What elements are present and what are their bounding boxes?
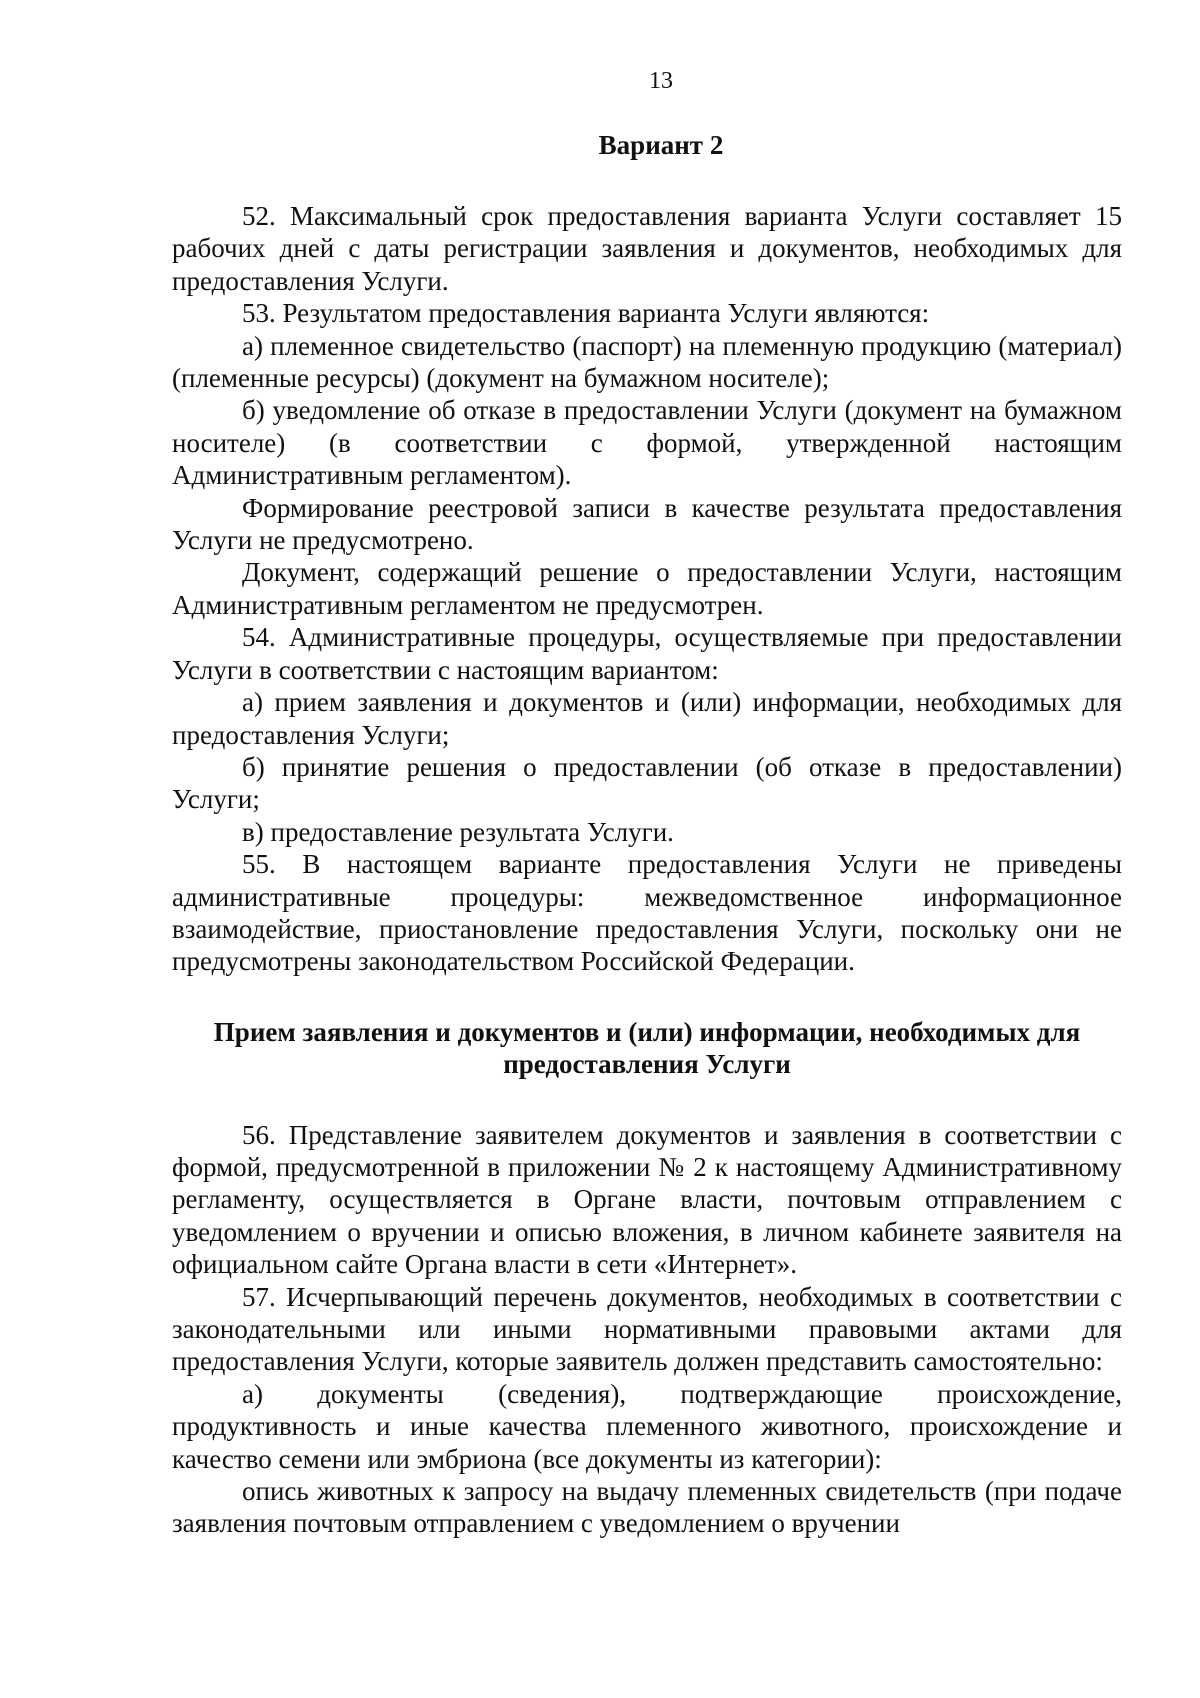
paragraph-54: 54. Административные процедуры, осуществляемые при предоставлении Услуги в соответствии с настоящим вариантом: xyxy=(172,622,1122,685)
paragraph-registry-record: Формирование реестровой записи в качестве результата предоставления Услуги не предусмотрено. xyxy=(172,492,1122,556)
paragraph-55: 55. В настоящем варианте предоставления Услуги не приведены административные процедуры: межведомственное информационное взаимодействие, приостановление предоставления Услуги, поскольку они не предусмотрены законодательством Российской Федерации. xyxy=(172,849,1122,977)
section-heading: Прием заявления и документов и (или) информации, необходимых для предоставления Услуги xyxy=(213,1016,1081,1080)
paragraph-53-b: б) уведомление об отказе в предоставлении Услуги (документ на бумажном носителе) (в соответствии с формой, утвержденной настоящим Административным регламентом). xyxy=(172,395,1122,491)
page-number: 13 xyxy=(649,68,673,94)
paragraph-56: 56. Представление заявителем документов и заявления в соответствии с формой, предусмотренной в приложении № 2 к настоящему Административному регламенту, осуществляется в Органе власти, почтовым отправлением с уведомлением о вручении и описью вложения, в личном кабинете заявителя на официальном сайте Органа власти в сети «Интернет». xyxy=(172,1119,1122,1280)
paragraph-53: 53. Результатом предоставления варианта Услуги являются: xyxy=(242,298,930,329)
variant-title: Вариант 2 xyxy=(598,130,724,160)
paragraph-animal-list: опись животных к запросу на выдачу племенных свидетельств (при подаче заявления почтовым отправлением с уведомлением о вручении xyxy=(172,1476,1122,1539)
paragraph-54-a: а) прием заявления и документов и (или) информации, необходимых для предоставления Услуги; xyxy=(172,687,1122,750)
paragraph-decision-document: Документ, содержащий решение о предоставлении Услуги, настоящим Административным регламентом не предусмотрен. xyxy=(172,557,1122,620)
paragraph-57: 57. Исчерпывающий перечень документов, необходимых в соответствии с законодательными или иными нормативными правовыми актами для предоставления Услуги, которые заявитель должен представить самостоятельно: xyxy=(172,1281,1122,1377)
paragraph-54-b: б) принятие решения о предоставлении (об отказе в предоставлении) Услуги; xyxy=(172,751,1122,815)
paragraph-54-v: в) предоставление результата Услуги. xyxy=(242,816,674,847)
paragraph-57-a: а) документы (сведения), подтверждающие происхождение, продуктивность и иные качества племенного животного, происхождение и качество семени или эмбриона (все документы из категории): xyxy=(172,1378,1122,1474)
paragraph-53-a: а) племенное свидетельство (паспорт) на племенную продукцию (материал) (племенные ресурсы) (документ на бумажном носителе); xyxy=(172,330,1122,394)
paragraph-52: 52. Максимальный срок предоставления варианта Услуги составляет 15 рабочих дней с даты регистрации заявления и документов, необходимых для предоставления Услуги. xyxy=(172,201,1122,296)
